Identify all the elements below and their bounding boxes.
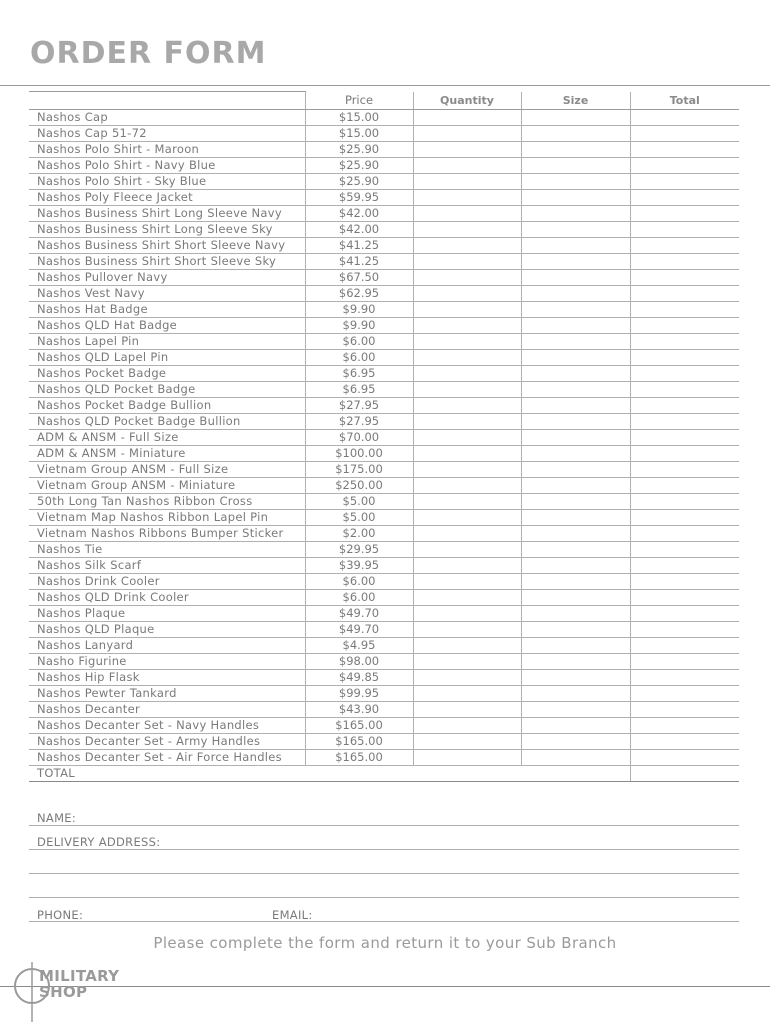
size-cell[interactable]: [521, 686, 630, 702]
item-price: $6.95: [305, 366, 413, 382]
size-cell[interactable]: [521, 430, 630, 446]
total-cell[interactable]: [630, 558, 739, 574]
table-row: [29, 670, 739, 686]
total-cell[interactable]: [630, 510, 739, 526]
quantity-cell[interactable]: [413, 638, 521, 654]
quantity-cell[interactable]: [413, 174, 521, 190]
total-blank: [413, 766, 521, 782]
table-row: [29, 462, 739, 478]
item-name: Nashos QLD Pocket Badge: [29, 382, 305, 398]
total-cell[interactable]: [630, 430, 739, 446]
quantity-cell[interactable]: [413, 238, 521, 254]
total-cell[interactable]: [630, 526, 739, 542]
item-price: $41.25: [305, 254, 413, 270]
item-name: Vietnam Nashos Ribbons Bumper Sticker: [29, 526, 305, 542]
size-cell[interactable]: [521, 542, 630, 558]
table-row: [29, 558, 739, 574]
size-cell[interactable]: [521, 478, 630, 494]
item-price: $98.00: [305, 654, 413, 670]
item-name: Nashos QLD Lapel Pin: [29, 350, 305, 366]
quantity-cell[interactable]: [413, 318, 521, 334]
item-name: Nashos Vest Navy: [29, 286, 305, 302]
order-rows: [29, 110, 739, 782]
size-cell[interactable]: [521, 110, 630, 126]
item-price: $39.95: [305, 558, 413, 574]
total-cell[interactable]: [630, 142, 739, 158]
item-name: Nashos Pullover Navy: [29, 270, 305, 286]
size-cell[interactable]: [521, 382, 630, 398]
size-cell[interactable]: [521, 702, 630, 718]
size-cell[interactable]: [521, 142, 630, 158]
table-row: [29, 174, 739, 190]
total-cell[interactable]: [630, 590, 739, 606]
total-cell[interactable]: [630, 382, 739, 398]
quantity-cell[interactable]: [413, 382, 521, 398]
total-cell[interactable]: [630, 478, 739, 494]
quantity-cell[interactable]: [413, 430, 521, 446]
quantity-cell[interactable]: [413, 750, 521, 766]
item-name: Vietnam Group ANSM - Full Size: [29, 462, 305, 478]
item-name: Nashos Decanter Set - Air Force Handles: [29, 750, 305, 766]
table-row: [29, 622, 739, 638]
total-cell[interactable]: [630, 670, 739, 686]
item-name: Nashos Drink Cooler: [29, 574, 305, 590]
item-name: Nashos Polo Shirt - Navy Blue: [29, 158, 305, 174]
item-price: $49.70: [305, 606, 413, 622]
item-name: Nashos Hat Badge: [29, 302, 305, 318]
table-row: [29, 238, 739, 254]
size-cell[interactable]: [521, 526, 630, 542]
item-price: $25.90: [305, 174, 413, 190]
size-cell[interactable]: [521, 334, 630, 350]
size-cell[interactable]: [521, 654, 630, 670]
size-cell[interactable]: [521, 238, 630, 254]
total-cell[interactable]: [630, 238, 739, 254]
size-cell[interactable]: [521, 750, 630, 766]
table-row: [29, 414, 739, 430]
quantity-cell[interactable]: [413, 350, 521, 366]
total-cell[interactable]: [630, 622, 739, 638]
size-cell[interactable]: [521, 206, 630, 222]
item-price: $2.00: [305, 526, 413, 542]
quantity-cell[interactable]: [413, 670, 521, 686]
page-title: ORDER FORM: [30, 36, 267, 71]
size-cell[interactable]: [521, 286, 630, 302]
total-cell[interactable]: [630, 446, 739, 462]
item-price: $5.00: [305, 510, 413, 526]
table-row: [29, 382, 739, 398]
quantity-cell[interactable]: [413, 558, 521, 574]
phone-email-field[interactable]: [29, 921, 739, 922]
quantity-cell[interactable]: [413, 286, 521, 302]
total-cell[interactable]: [630, 574, 739, 590]
table-row: [29, 526, 739, 542]
item-price: $42.00: [305, 222, 413, 238]
email-label: EMAIL:: [272, 908, 313, 922]
quantity-cell[interactable]: [413, 574, 521, 590]
table-row: [29, 702, 739, 718]
size-cell[interactable]: [521, 446, 630, 462]
item-name: Vietnam Group ANSM - Miniature: [29, 478, 305, 494]
item-name: Nashos Business Shirt Short Sleeve Sky: [29, 254, 305, 270]
phone-label: PHONE:: [37, 908, 84, 922]
item-price: $29.95: [305, 542, 413, 558]
total-cell[interactable]: [630, 286, 739, 302]
item-price: $6.00: [305, 334, 413, 350]
total-cell[interactable]: [630, 270, 739, 286]
table-row: [29, 686, 739, 702]
item-price: $4.95: [305, 638, 413, 654]
total-cell[interactable]: [630, 702, 739, 718]
table-row: [29, 142, 739, 158]
table-row: [29, 334, 739, 350]
total-cell[interactable]: [630, 334, 739, 350]
item-price: $165.00: [305, 734, 413, 750]
item-price: $6.00: [305, 574, 413, 590]
size-cell[interactable]: [521, 222, 630, 238]
item-price: $49.70: [305, 622, 413, 638]
quantity-cell[interactable]: [413, 526, 521, 542]
quantity-cell[interactable]: [413, 654, 521, 670]
item-price: $42.00: [305, 206, 413, 222]
item-name: Nashos QLD Drink Cooler: [29, 590, 305, 606]
item-price: $6.00: [305, 590, 413, 606]
total-cell[interactable]: [630, 302, 739, 318]
quantity-cell[interactable]: [413, 702, 521, 718]
header-price: Price: [305, 92, 413, 110]
table-row: [29, 734, 739, 750]
size-cell[interactable]: [521, 126, 630, 142]
table-row: [29, 750, 739, 766]
quantity-cell[interactable]: [413, 158, 521, 174]
size-cell[interactable]: [521, 398, 630, 414]
total-cell[interactable]: [630, 542, 739, 558]
item-price: $175.00: [305, 462, 413, 478]
table-row: [29, 158, 739, 174]
quantity-cell[interactable]: [413, 190, 521, 206]
header-quantity: Quantity: [413, 92, 521, 110]
item-price: $49.85: [305, 670, 413, 686]
table-row: [29, 510, 739, 526]
table-row: [29, 318, 739, 334]
total-cell[interactable]: [630, 206, 739, 222]
quantity-cell[interactable]: [413, 222, 521, 238]
table-row: [29, 350, 739, 366]
total-cell[interactable]: [630, 222, 739, 238]
total-label: TOTAL: [29, 766, 305, 782]
item-price: $6.95: [305, 382, 413, 398]
size-cell[interactable]: [521, 590, 630, 606]
size-cell[interactable]: [521, 670, 630, 686]
table-row: [29, 718, 739, 734]
item-price: $9.90: [305, 318, 413, 334]
quantity-cell[interactable]: [413, 494, 521, 510]
item-price: $67.50: [305, 270, 413, 286]
table-row: [29, 366, 739, 382]
size-cell[interactable]: [521, 302, 630, 318]
total-cell[interactable]: [630, 462, 739, 478]
size-cell[interactable]: [521, 622, 630, 638]
order-table: [29, 91, 739, 782]
quantity-cell[interactable]: [413, 462, 521, 478]
table-row: [29, 302, 739, 318]
quantity-cell[interactable]: [413, 366, 521, 382]
quantity-cell[interactable]: [413, 270, 521, 286]
item-price: $99.95: [305, 686, 413, 702]
size-cell[interactable]: [521, 558, 630, 574]
size-cell[interactable]: [521, 350, 630, 366]
total-cell[interactable]: [630, 158, 739, 174]
quantity-cell[interactable]: [413, 622, 521, 638]
title-divider: [0, 85, 770, 86]
size-cell[interactable]: [521, 510, 630, 526]
item-price: $5.00: [305, 494, 413, 510]
item-name: Nashos Poly Fleece Jacket: [29, 190, 305, 206]
item-name: Nashos Cap 51-72: [29, 126, 305, 142]
quantity-cell[interactable]: [413, 510, 521, 526]
item-price: $62.95: [305, 286, 413, 302]
total-cell[interactable]: [630, 750, 739, 766]
table-row: [29, 654, 739, 670]
address-field-line-2[interactable]: [29, 873, 739, 874]
quantity-cell[interactable]: [413, 718, 521, 734]
name-field[interactable]: [29, 825, 739, 826]
name-label: NAME:: [37, 811, 77, 825]
total-cell[interactable]: [630, 414, 739, 430]
quantity-cell[interactable]: [413, 254, 521, 270]
item-price: $25.90: [305, 158, 413, 174]
total-cell[interactable]: [630, 734, 739, 750]
order-form: [29, 91, 739, 782]
item-name: Nashos Hip Flask: [29, 670, 305, 686]
quantity-cell[interactable]: [413, 414, 521, 430]
total-cell[interactable]: [630, 718, 739, 734]
item-name: Nashos QLD Hat Badge: [29, 318, 305, 334]
table-row: [29, 638, 739, 654]
logo-line-2: SHOP: [39, 983, 88, 1001]
item-price: $165.00: [305, 750, 413, 766]
item-price: $70.00: [305, 430, 413, 446]
size-cell[interactable]: [521, 190, 630, 206]
table-row: [29, 270, 739, 286]
total-cell[interactable]: [630, 190, 739, 206]
quantity-cell[interactable]: [413, 126, 521, 142]
size-cell[interactable]: [521, 462, 630, 478]
item-name: Nashos Pocket Badge Bullion: [29, 398, 305, 414]
total-cell[interactable]: [630, 110, 739, 126]
item-name: Nashos Lanyard: [29, 638, 305, 654]
item-name: Nashos Tie: [29, 542, 305, 558]
size-cell[interactable]: [521, 574, 630, 590]
logo-line-1: MILITARY: [39, 967, 120, 985]
quantity-cell[interactable]: [413, 478, 521, 494]
item-price: $100.00: [305, 446, 413, 462]
quantity-cell[interactable]: [413, 110, 521, 126]
logo: [39, 968, 119, 1000]
quantity-cell[interactable]: [413, 206, 521, 222]
quantity-cell[interactable]: [413, 686, 521, 702]
size-cell[interactable]: [521, 606, 630, 622]
item-name: Nashos Polo Shirt - Sky Blue: [29, 174, 305, 190]
total-cell[interactable]: [630, 606, 739, 622]
total-cell[interactable]: [630, 318, 739, 334]
size-cell[interactable]: [521, 414, 630, 430]
header-size: Size: [521, 92, 630, 110]
total-blank: [521, 766, 630, 782]
quantity-cell[interactable]: [413, 606, 521, 622]
address-field-line-3[interactable]: [29, 897, 739, 898]
size-cell[interactable]: [521, 638, 630, 654]
table-row: [29, 110, 739, 126]
size-cell[interactable]: [521, 718, 630, 734]
quantity-cell[interactable]: [413, 446, 521, 462]
table-row: [29, 254, 739, 270]
total-cell[interactable]: [630, 126, 739, 142]
item-name: Nashos Decanter Set - Army Handles: [29, 734, 305, 750]
size-cell[interactable]: [521, 270, 630, 286]
table-row: [29, 206, 739, 222]
quantity-cell[interactable]: [413, 590, 521, 606]
item-name: Nashos Plaque: [29, 606, 305, 622]
item-name: Nashos Polo Shirt - Maroon: [29, 142, 305, 158]
table-row: [29, 190, 739, 206]
table-row: [29, 446, 739, 462]
footer-instruction: Please complete the form and return it to your Sub Branch: [153, 934, 617, 952]
item-price: $41.25: [305, 238, 413, 254]
total-cell[interactable]: [630, 366, 739, 382]
quantity-cell[interactable]: [413, 542, 521, 558]
item-name: Nashos QLD Pocket Badge Bullion: [29, 414, 305, 430]
item-name: Nashos Cap: [29, 110, 305, 126]
header-item: [29, 92, 305, 110]
grand-total-cell[interactable]: [630, 766, 739, 782]
total-cell[interactable]: [630, 638, 739, 654]
size-cell[interactable]: [521, 734, 630, 750]
size-cell[interactable]: [521, 174, 630, 190]
quantity-cell[interactable]: [413, 302, 521, 318]
size-cell[interactable]: [521, 494, 630, 510]
table-row: [29, 606, 739, 622]
item-name: Nasho Figurine: [29, 654, 305, 670]
item-price: $27.95: [305, 414, 413, 430]
table-row: [29, 126, 739, 142]
quantity-cell[interactable]: [413, 334, 521, 350]
size-cell[interactable]: [521, 254, 630, 270]
item-price: $15.00: [305, 126, 413, 142]
table-row: [29, 574, 739, 590]
table-row: [29, 398, 739, 414]
item-name: Nashos Decanter Set - Navy Handles: [29, 718, 305, 734]
table-header-row: [29, 92, 739, 110]
table-row: [29, 494, 739, 510]
total-cell[interactable]: [630, 254, 739, 270]
item-name: Vietnam Map Nashos Ribbon Lapel Pin: [29, 510, 305, 526]
delivery-address-label: DELIVERY ADDRESS:: [37, 835, 161, 849]
total-cell[interactable]: [630, 398, 739, 414]
size-cell[interactable]: [521, 318, 630, 334]
item-price: $59.95: [305, 190, 413, 206]
item-price: $15.00: [305, 110, 413, 126]
header-total: Total: [630, 92, 739, 110]
size-cell[interactable]: [521, 158, 630, 174]
total-blank: [305, 766, 413, 782]
address-field-line-1[interactable]: [29, 849, 739, 850]
table-row: [29, 478, 739, 494]
table-row: [29, 542, 739, 558]
item-name: Nashos Business Shirt Short Sleeve Navy: [29, 238, 305, 254]
total-cell[interactable]: [630, 350, 739, 366]
item-price: $27.95: [305, 398, 413, 414]
item-name: ADM & ANSM - Full Size: [29, 430, 305, 446]
item-name: Nashos Business Shirt Long Sleeve Sky: [29, 222, 305, 238]
item-name: Nashos Lapel Pin: [29, 334, 305, 350]
item-name: Nashos Business Shirt Long Sleeve Navy: [29, 206, 305, 222]
item-price: $25.90: [305, 142, 413, 158]
table-row: [29, 590, 739, 606]
item-price: $250.00: [305, 478, 413, 494]
item-price: $43.90: [305, 702, 413, 718]
item-price: $9.90: [305, 302, 413, 318]
table-row: [29, 430, 739, 446]
total-cell[interactable]: [630, 174, 739, 190]
total-cell[interactable]: [630, 686, 739, 702]
item-name: Nashos Pewter Tankard: [29, 686, 305, 702]
quantity-cell[interactable]: [413, 734, 521, 750]
total-row: [29, 766, 739, 782]
item-name: Nashos Pocket Badge: [29, 366, 305, 382]
item-name: 50th Long Tan Nashos Ribbon Cross: [29, 494, 305, 510]
item-price: $6.00: [305, 350, 413, 366]
size-cell[interactable]: [521, 366, 630, 382]
item-name: Nashos QLD Plaque: [29, 622, 305, 638]
table-row: [29, 222, 739, 238]
item-name: ADM & ANSM - Miniature: [29, 446, 305, 462]
total-cell[interactable]: [630, 654, 739, 670]
item-price: $165.00: [305, 718, 413, 734]
quantity-cell[interactable]: [413, 398, 521, 414]
item-name: Nashos Decanter: [29, 702, 305, 718]
item-name: Nashos Silk Scarf: [29, 558, 305, 574]
total-cell[interactable]: [630, 494, 739, 510]
table-row: [29, 286, 739, 302]
quantity-cell[interactable]: [413, 142, 521, 158]
